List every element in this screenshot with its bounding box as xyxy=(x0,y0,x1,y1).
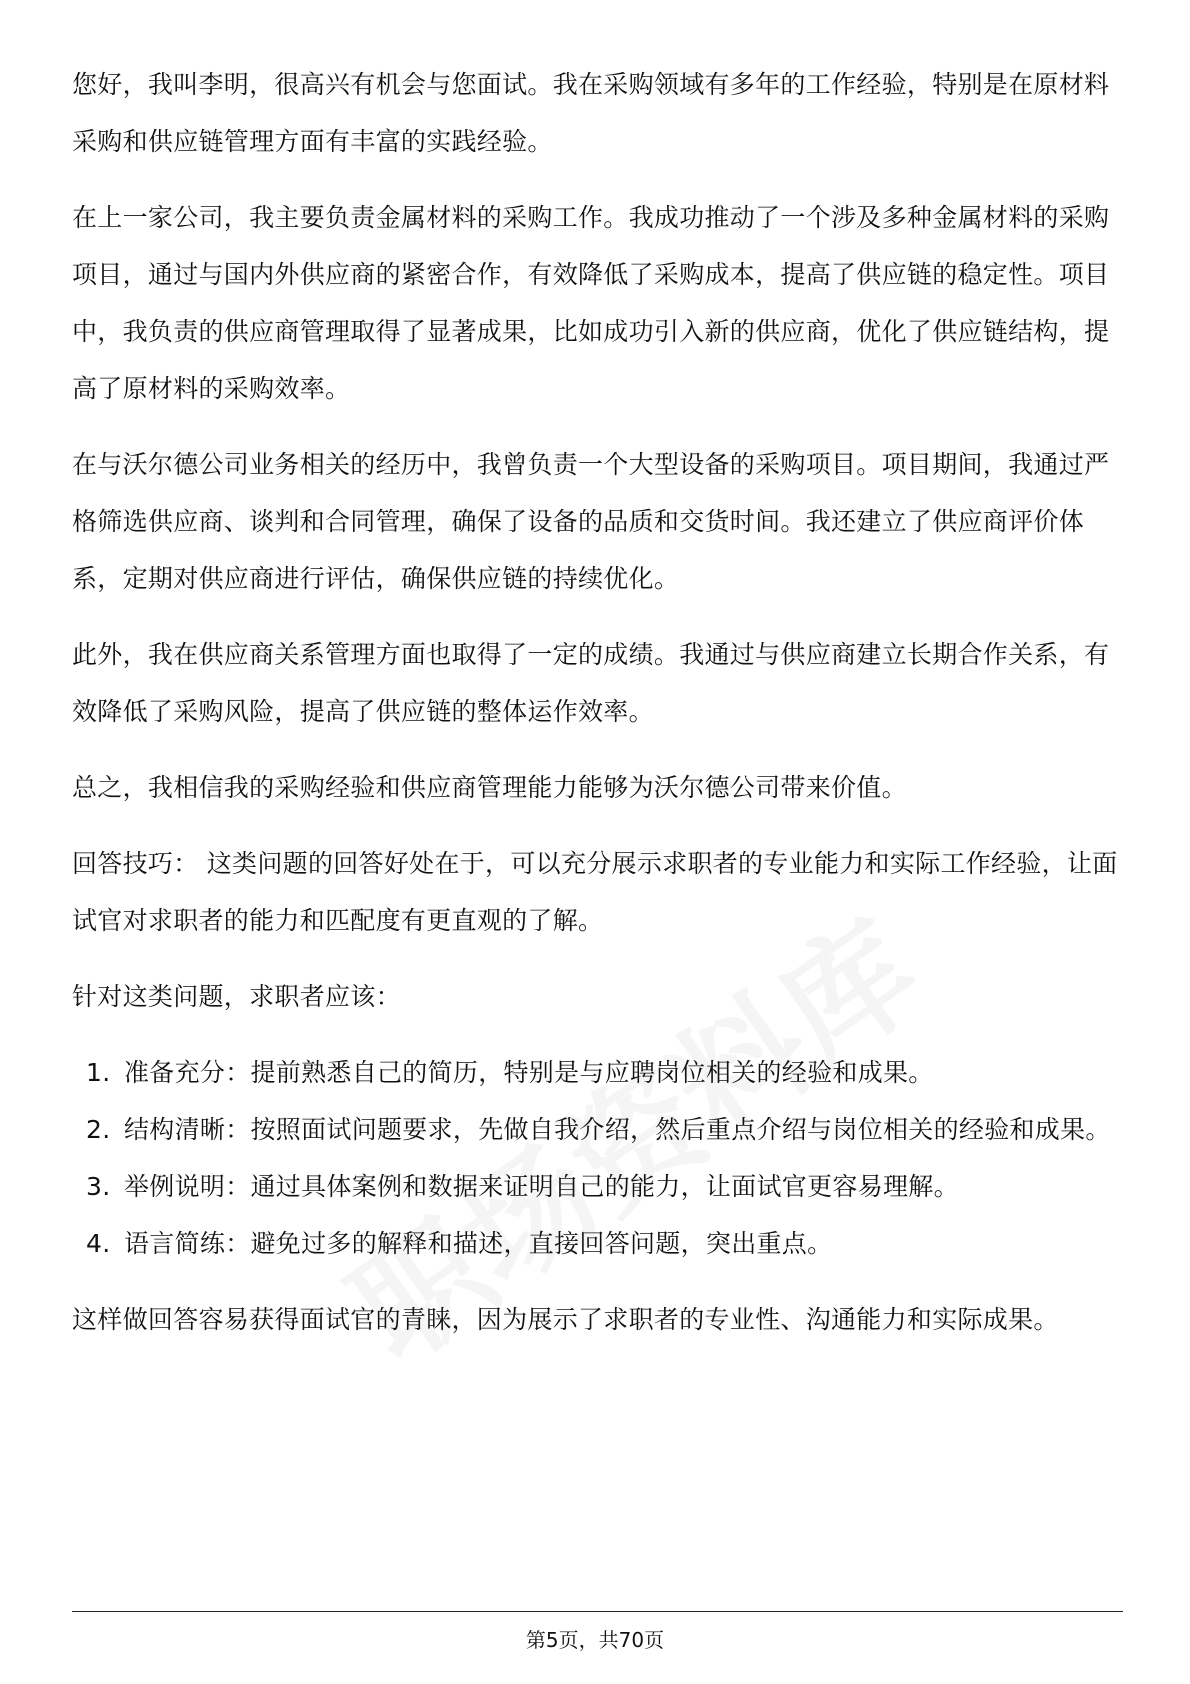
paragraph-previous-company: 在上一家公司，我主要负责金属材料的采购工作。我成功推动了一个涉及多种金属材料的采购项目，通过与国内外供应商的紧密合作，有效降低了采购成本，提高了供应链的稳定性。项目中，我负责的供应商管理取得了显著成果，比如成功引入新的供应商，优化了供应链结构，提高了原材料的采购效率。 xyxy=(72,203,1110,403)
paragraph-related-experience: 在与沃尔德公司业务相关的经历中，我曾负责一个大型设备的采购项目。项目期间，我通过严格筛选供应商、谈判和合同管理，确保了设备的品质和交货时间。我还建立了供应商评价体系，定期对供应商进行评估，确保供应链的持续优化。 xyxy=(72,450,1110,593)
list-item-number: 3. xyxy=(86,1172,111,1201)
list-item-number: 2. xyxy=(86,1115,111,1144)
list-item-text: 结构清晰：按照面试问题要求，先做自我介绍，然后重点介绍与岗位相关的经验和成果。 xyxy=(124,1115,1111,1144)
list-item-text: 举例说明：通过具体案例和数据来证明自己的能力，让面试官更容易理解。 xyxy=(124,1172,959,1201)
list-item-number: 1. xyxy=(86,1058,111,1087)
footer-divider xyxy=(72,1611,1123,1612)
document-body xyxy=(72,56,1122,1367)
page-number: 第5页，共70页 xyxy=(525,1628,665,1652)
paragraph-closing: 这样做回答容易获得面试官的青睐，因为展示了求职者的专业性、沟通能力和实际成果。 xyxy=(72,1305,1059,1334)
list-item-number: 4. xyxy=(86,1229,111,1258)
list-item-text: 语言简练：避免过多的解释和描述，直接回答问题，突出重点。 xyxy=(124,1229,833,1258)
paragraph-intro: 您好，我叫李明，很高兴有机会与您面试。我在采购领域有多年的工作经验，特别是在原材料采购和供应链管理方面有丰富的实践经验。 xyxy=(72,70,1110,156)
paragraph-summary: 总之，我相信我的采购经验和供应商管理能力能够为沃尔德公司带来价值。 xyxy=(72,773,907,802)
paragraph-answer-tips: 回答技巧： 这类问题的回答好处在于，可以充分展示求职者的专业能力和实际工作经验，让面试官对求职者的能力和匹配度有更直观的了解。 xyxy=(72,849,1118,935)
paragraph-tips-heading: 针对这类问题，求职者应该： xyxy=(72,982,401,1011)
list-item xyxy=(72,1158,1122,1215)
tips-list xyxy=(72,1044,1122,1272)
list-item xyxy=(72,1215,1122,1272)
list-item xyxy=(72,1101,1122,1158)
list-item xyxy=(72,1044,1122,1101)
list-item-text: 准备充分：提前熟悉自己的简历，特别是与应聘岗位相关的经验和成果。 xyxy=(124,1058,934,1087)
paragraph-supplier-relations: 此外，我在供应商关系管理方面也取得了一定的成绩。我通过与供应商建立长期合作关系，有效降低了采购风险，提高了供应链的整体运作效率。 xyxy=(72,640,1110,726)
